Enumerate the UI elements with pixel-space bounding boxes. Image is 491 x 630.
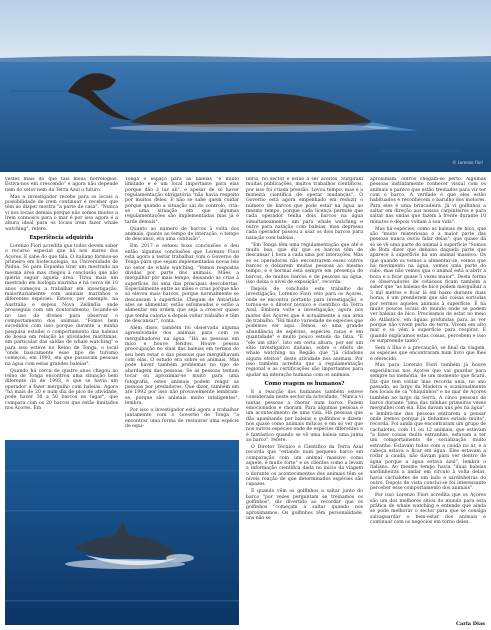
body-paragraph: aproximam, outros chegam-se perto. Algumas pessoas instintamente conhecer visual com os animais e parece que estão treinados para vir ter com o barco. A verdade é que eles estão habituados e reconhecem o barulho dos motores. Para eles é uma brincadeira. Já vi golfinhos a saltar em direção aos nossos carpinteiros e para saltar nas ondas que fazem à frente durante 10 minutos e depois voltam à sua vida". [370,177,486,225]
article-column-3 [246,177,363,627]
body-paragraph: E a reacção dos humanos também esteve considerada neste sector da actividade. "Nunca vi tantas pessoas a chorar num barco. Fazem emocionados e choram. Para algumas pessoas é um acontecimento de uma vida. Há pessoas que dão apanhando por baleias e golfinhos e dizem-nos quase como animais míticos e em só ver que nos outros espécies onde de espécies diferentes e é fantástico quando se vê uma baleia uma junta ao barco", refere. [246,389,363,443]
body-paragraph: Lorenzo Fiori acredita que todos devem saber o recurso especial que há nos mares dos Açores. E sabe do que fala. O italiano formou-se primeiro em biotecnologia, na Universidade de Pádua. Só para Espanha tirar um mestrado na mesma área mas chegou à conclusão que não queria seguir aquela área. Tirou mais um mestrado em biologia marinha e há cerca de 10 anos começou a trabalhar em investigação, maioritariamente com animais marinhos e diferentes espécies. Esteve, por exemplo, na Austrália e depois Nova Zelândia onde prosseguiu com um doutoramento, focando-se no uso de drones para observar o comportamento dos animais. "Fomos bem sucedidos com isso porque durante a minha pesquisa estudei o comportamento das baleias de bossa em relação às atividades marítimas, em particular das saídas de whale watching" e para isso esteve no Reino de Tonga, o local "onde basicamente esse tipo de turismo começou, em 1993, em que passavam pessoas na água com estas grandes baleias". [5,244,118,367]
body-paragraph: É quando vêm os golfinhos a saltar junto do barco "por vezes perguntam se treinamos os golfinhos", diz divertido ao recordar que os golfinhos "começam a saltar quando nos aproximamos. Os golfinhos têm personalidade, uns não se [246,489,363,521]
article-column-4 [370,177,486,619]
body-paragraph: "Em Tonga têm uma regulamentação que até é muito boa, que diz que os barcos têm de descansar 1 hora a cada uma por interações. Mas se os operadores não encontrarem esses outros barcos e deixarem muitas pessoas ao mesmo tempo, e é normal está sempre em presença de barcos, de muitos barcos e de pessoas na água, isso deixa o nível de exposição", recorda. [246,242,363,286]
body-paragraph: líbrio, no sector e estão a ser aceites. Surgiram muitas publicações, muitos trabalhos científicos, por isso foi criada pressão. Levou tempo, mas é a maneira científica de operar mudanças". O Governo está agora empenhado em reduzir o número de barcos que pode estar na água ao mesmo tempo, porque cada licença permite que cada operador tenha dois barcos na água simultaneamente: um para whale watching e outro para natação com baleias, mas depressa cada operador passou a usar os dois barcos para natação com baleias. [246,177,363,241]
article-column-1 [5,177,118,435]
photo-credit: © Lorenzo Fiori [452,160,483,165]
body-paragraph: Além disso, também foi observada alguma agressividade dos animais para com os mergulhadores na água. "Há as pessoas em mico e houve feridos. Houve pessoa preocupação no sinal das baleias em termos do seu bem estar e das pessoas que mergulhavam com elas. O estudo era sobre os animais. Mas pode haver também problemas no tipo de abordagem das pessoas. Se as pessoas tentam tocar ou aproximar-se muito para uma fotografia, estes animais podem reagir as pessoas por predadores. Que dizer, também em até 1992 por isso não provavelmente lembram-se, porque são animais muito inteligentes", lembra. [125,326,239,406]
body-paragraph: Em 2017 e estuou boas conclusões e deu então algumas conclusões que Lorenzo Fiori está agora a testar trabalhar com o Governo de Tonga para que sejam implementadas novas leis no setor de whale watching. "Vemos respostas dividas por parte dos animais. Mães a mergulhar por mais tempo, deixando as crias à superfície, foi uma das principais descobertas. Especialmente entre as mães e crias porque não só elevou mais barcos, porque normalmente se descansam à superfície. Chegam de Antártida ates se alimentar, estão esfomeadas e estão a alimentar em ordem que seja a crescer quase que tenha caloria e depois voltar trabalho e têm de descansar", conta. [125,244,239,325]
dolphins-photo [5,440,239,625]
section-heading: Experiência adquirida [29,235,94,242]
body-paragraph: Mas para Lorenzo Fiori também já houve experiências nos Açores que vai guardar para sempre na memória, de um momento que ficará. Diz que tem visitar mas recorda uma, no ano passado, ao largo da Madeira e ocasionalmente nos locais de cá "chiquinhos" e no mar de Açores também ao largo da Serra. A cinco pessoas de barco durante "uma das minhas primeiras vezes mergulhei com ela. Elas davam uns pés na água", e lembra-me das pessoas entrarem a pensar onde iremos porque já tínhamos estado muito", recorda. Foi ainda que encontraram um grupo de cachalotes, com 11 ou 12 animais, que estavam "a fazer coisas muito estranhas, estavam a ter um comportamento de socialização muito estranho. Estavam todos com a cauda no ar, e a cabeça estava a ficar em água. Eles estavam a rodar a cauda, não davam para ver dentro de água porque a água estava azul", lembra o italiano. Ao mesmo tempo havia "duas baleias sardinheiras a andar em círculo à volta delas, havia cachalotes de um lado e sardinheiras do outro. Depois de vista conclui-se foi interessante perceber esse comportamento dos animais". [370,363,486,492]
section-heading: Como reagem os humanos? [264,380,345,387]
body-paragraph: Quanto ao número de barcos à volta dos animais, quanto ao tempo de interação, o tempo de descanso, era uma confusão". [125,226,239,243]
body-paragraph: Por isso o investigador está agora a trabalhar juntamente com o Governo de Tonga "a encontrar uma forma de restaurar uma espécie de equi- [125,407,239,429]
body-paragraph: Quando há cerca de quatro anos chegou ao reino de Tonga encontrou uma situação bem diferente da de 1993, é que se havia um operador a fazer mergulho com baleias. Agora "há mais de 20 e num dia de pico de atividade, pode haver 30 a 50 barcos no lugar", que compara com os 20 barcos que estão limitados nos Açores. Em [5,368,118,411]
body-paragraph: Sem a Ilha e a precaução, se final da viagem, as espécies que encontraram num livro que lhes é oferecido. [370,345,486,362]
body-paragraph: Mas há espécies, como as baleias de bico, que são "muito misteriosas e a maior parte das pessoas nunca ouviu falar delas", que quase dá só se vê uma parte do animal à superfície "Somos de Bom dizer que debaixo daquela parte que aparece à superfície há um animal massivo. Os que quando os vemos a alimentar-se, vemos que há movimento na água, vemos uma parte do rabo, mas não vemos qua o animal está a abrir a boca e a ficar quase 5 vezes maior". Desta forma os observadores de cetáceos ficam também a saber que "as baleias de bico podem mergulhar a 3 mil metros e ficar lá em baixo durante duas horas, é um prenderem que são coisas sortudas por vermos aqueles animais à superfície. É há muito poucos locais do mundo onde se podem ver baleias de bico. Precisamos de estar no meio do Atlântico, em águas profundas para as ver porque não vivem perto de terra. Vivem em alto mar e só vêm à superfície para respirar. E quando explicamos estas coisas, percebem e isso os surpreende tanto". [370,226,486,344]
whale-tail-photo [0,0,491,172]
body-paragraph: Depois de concluído este trabalho de investigação, Lorenzo Fiori veio para os Açores, onde se encontra portanto para investigação, e tornou-se o diretor técnico e científico da Terra Azul. Embora volte a investigação, agora nos mares dos Açores que é actualmente a sua área de trabalho. "Há muito variedade de espécies que podemos ver aqui. Temos, só uma grande abundância de espécies, espécies raras e em quantidade" e muito pouco estudo da fatia. "E "ele um sítio". Isto em certa altura, por ser um sítio investigativo italiano, sobre o efeito de whale watching na Região que "já cidadons alguns efeitos" deste atividade nos animais. Por isso também acredita que a regulamentação regional e as certificações são importantes para ajudar na interação humana com os animais. [246,287,363,378]
body-paragraph: Por isso Lorenzo Fiori acredita que os Açores são um dos melhores sítios do mundo para esta prática de whale watching e entende que ainda se pode melhorar o sector para que se consiga salvaguardar o bem-estar dos animais e continuar com os negócios em torno deles. [370,493,486,526]
body-paragraph: Tonga o espaço para as baleias "é muito limitado e é um local importante para elas porque dão à luz ali", e apesar de só haver regulamentação obrigatória "não havia respeito por muitos deles. E não se sabe quem cuidar porque quando a situação sai do controlo, cria-se uma situação em que algumas regulamentações são implementadas mas já é tarde demais". [125,177,239,225]
author-byline: Carla Dias [455,621,485,627]
article-column-2 [125,177,239,435]
body-paragraph: vestes mais do que tais meus horrelogios. Estiva-nos em crescendo" e agora não depende nem do setor nem da Terra Azul o futuro. [5,177,118,193]
body-paragraph: O Diretor Técnico e Científico da Terra Azul recorda que "estando num pequeno barco em comparação com um animal massivo como aquele, é muito forte" e os clientes como a levam a informação científica dada no início da viagem o durante os acontecimentos dos animais têm os níveis reação de que determinados espécies são capazes. [246,444,363,488]
body-paragraph: Mas a investigador recebe para os locais a possibilidade de irem continuar e receber que têm ao dizper mostra "a parte de casa". "Nunca vi nos locais demais porque não somos muitos a irem connosco para o mar é por isso agora é a altura ideal para os locais irem fazer whale watching", refere. [5,194,118,232]
